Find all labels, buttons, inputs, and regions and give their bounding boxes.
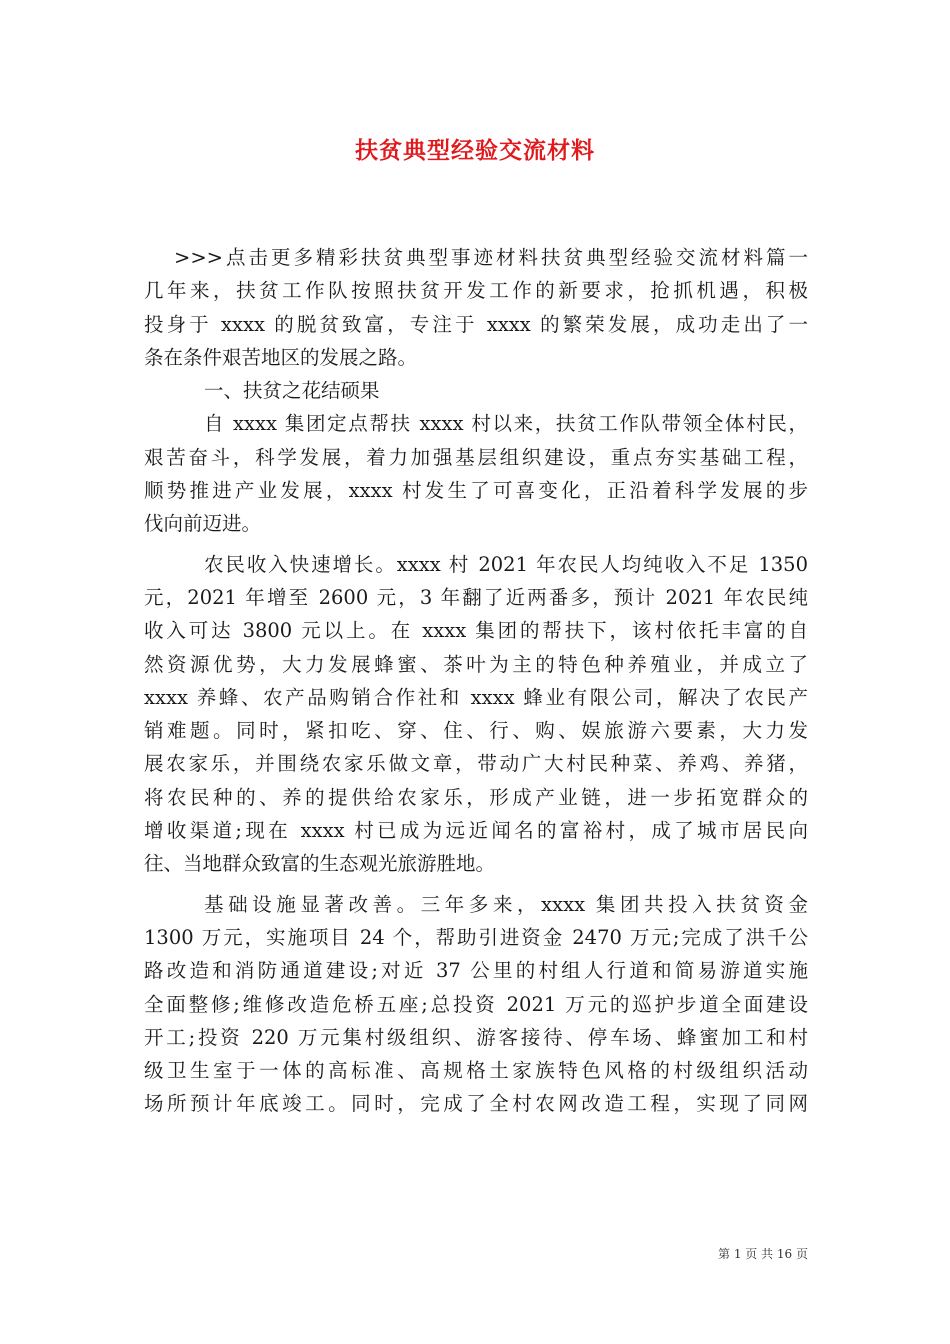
text-line: 自 xxxx 集团定点帮扶 xxxx 村以来，扶贫工作队带领全体村民， (204, 412, 808, 436)
text-line: 农民收入快速增长。xxxx 村 2021 年农民人均纯收入不足 1350 (204, 552, 808, 576)
text-line: 收入可达 3800 元以上。在 xxxx 集团的帮扶下，该村依托丰富的自 (144, 619, 808, 643)
text-line: >>>点击更多精彩扶贫典型事迹材料扶贫典型经验交流材料篇一 (174, 246, 808, 269)
text-line: 顺势推进产业发展，xxxx 村发生了可喜变化，正沿着科学发展的步 (144, 479, 808, 503)
text-line: 伐向前迈进。 (144, 512, 262, 536)
text-line: 基础设施显著改善。三年多来，xxxx 集团共投入扶贫资金 (204, 892, 808, 916)
text-line: 投身于 xxxx 的脱贫致富，专注于 xxxx 的繁荣发展，成功走出了一 (144, 312, 808, 336)
text-line: 往、当地群众致富的生态观光旅游胜地。 (144, 852, 496, 876)
text-line: 几年来，扶贫工作队按照扶贫开发工作的新要求，抢抓机遇，积极 (144, 279, 808, 303)
page-number: 第 1 页 共 16 页 (718, 1247, 808, 1261)
text-line: 将农民种的、养的提供给农家乐，形成产业链，进一步拓宽群众的 (144, 785, 808, 809)
text-line: 级卫生室于一体的高标准、高规格土家族特色风格的村级组织活动 (144, 1059, 808, 1083)
text-line: 路改造和消防通道建设;对近 37 公里的村组人行道和简易游道实施 (144, 959, 808, 983)
text-line: 艰苦奋斗，科学发展，着力加强基层组织建设，重点夯实基础工程， (144, 445, 808, 469)
section-heading: 一、扶贫之花结硕果 (204, 379, 380, 403)
document-body (144, 241, 808, 1121)
text-line: 场所预计年底竣工。同时，完成了全村农网改造工程，实现了同网 (144, 1092, 808, 1116)
text-line: 条在条件艰苦地区的发展之路。 (144, 345, 418, 369)
document-title: 扶贫典型经验交流材料 (355, 137, 595, 164)
text-line: xxxx 养蜂、农产品购销合作社和 xxxx 蜂业有限公司，解决了农民产 (144, 685, 808, 709)
text-line: 展农家乐，并围绕农家乐做文章，带动广大村民种菜、养鸡、养猪， (144, 752, 808, 776)
text-line: 全面整修;维修改造危桥五座;总投资 2021 万元的巡护步道全面建设 (144, 992, 808, 1016)
text-line: 销难题。同时，紧扣吃、穿、住、行、购、娱旅游六要素，大力发 (144, 719, 808, 743)
text-line: 然资源优势，大力发展蜂蜜、茶叶为主的特色种养殖业，并成立了 (144, 652, 808, 676)
text-line: 开工;投资 220 万元集村级组织、游客接待、停车场、蜂蜜加工和村 (144, 1025, 808, 1049)
text-line: 1300 万元，实施项目 24 个，帮助引进资金 2470 万元;完成了洪千公 (144, 925, 808, 949)
text-line: 增收渠道;现在 xxxx 村已成为远近闻名的富裕村，成了城市居民向 (144, 819, 808, 843)
text-line: 元，2021 年增至 2600 元，3 年翻了近两番多，预计 2021 年农民纯 (144, 585, 808, 609)
